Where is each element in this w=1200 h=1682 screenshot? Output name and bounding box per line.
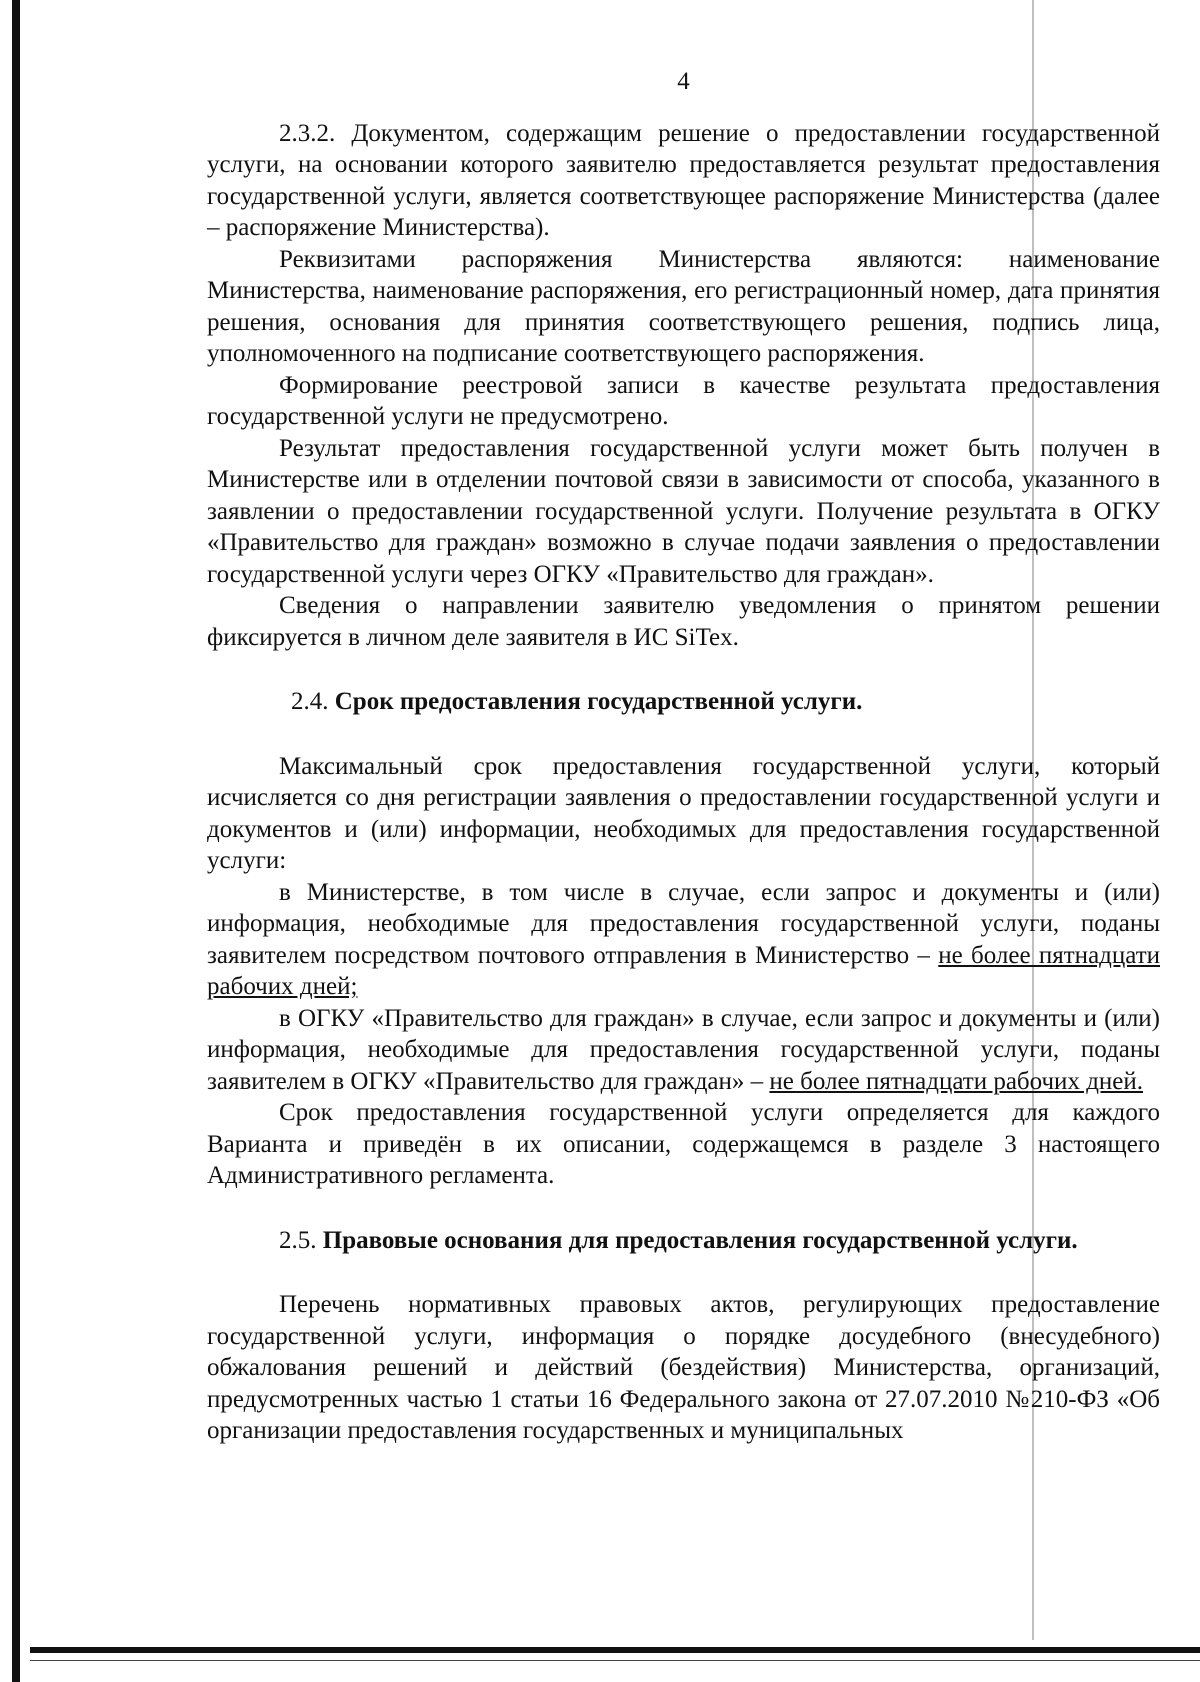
scan-border-left <box>12 0 20 1682</box>
scan-border-bottom <box>30 1647 1200 1653</box>
section-heading-2-4 <box>207 686 1160 718</box>
paragraph-legal-list: Перечень нормативных правовых актов, регулирующих предоставление государственной услуги, информация о порядке досудебного (внесудебного) обжалования решений и действий (бездействия) Министерства, организаций, предусмотренных частью 1 статьи 16 Федерального закона от 27.07.2010 №210-ФЗ «Об организации предоставления государственных и муниципальных <box>207 1291 1160 1444</box>
paragraph-max-term: Максимальный срок предоставления государственной услуги, который исчисляется со дня регистрации заявления о предоставлении государственной услуги и документов и (или) информации, необходимых для предоставления государственной услуги: <box>207 752 1160 874</box>
paragraph-variant-term: Срок предоставления государственной услуги определяется для каждого Варианта и приведён в их описании, содержащемся в разделе 3 настоящего Административного регламента. <box>207 1099 1160 1189</box>
paragraph-result-obtain: Результат предоставления государственной услуги может быть получен в Министерстве или в отделении почтовой связи в зависимости от способа, указанного в заявлении о предоставлении государственной услуги. Получение результата в ОГКУ «Правительство для граждан» возможно в случае подачи заявления о предоставлении государственной услуги через ОГКУ «Правительство для граждан». <box>207 434 1160 588</box>
section-title-2-4: Срок предоставления государственной услуги. <box>334 688 863 715</box>
paragraph-ogku-case <box>207 1003 1160 1098</box>
paragraph-requisites: Реквизитами распоряжения Министерства являются: наименование Министерства, наименование распоряжения, его регистрационный номер, дата принятия решения, основания для принятия соответствующего решения, подпись лица, уполномоченного на подписание соответствующего распоряжения. <box>207 245 1160 367</box>
paragraph-ministry-case <box>207 877 1160 1003</box>
ogku-case-text: в ОГКУ «Правительство для граждан» в случае, если запрос и документы и (или) информация, необходимые для предоставления государственной услуги, поданы заявителем в ОГКУ «Правительство для граждан» – <box>207 1004 1160 1095</box>
ministry-case-text: в Министерстве, в том числе в случае, если запрос и документы и (или) информация, необходимые для предоставления государственной услуги, поданы заявителем посредством почтового отправления в Министерство – <box>207 878 1160 969</box>
page-number: 4 <box>677 68 690 95</box>
ministry-term-underlined: не более пятнадцати рабочих дней; <box>207 941 1161 1000</box>
section-title-2-5: Правовые основания для предоставления государственной услуги. <box>322 1226 1078 1254</box>
section-number-2-5: 2.5. <box>279 1226 317 1254</box>
paragraph-2-3-2: 2.3.2. Документом, содержащим решение о предоставлении государственной услуги, на основании которого заявителю предоставляется результат предоставления государственной услуги, является соответствующее распоряжение Министерства (далее – распоряжение Министерства). <box>207 119 1160 241</box>
paragraph-registry-record: Формирование реестровой записи в качестве результата предоставления государственной услуги не предусмотрено. <box>207 371 1160 430</box>
ogku-term-underlined: не более пятнадцати рабочих дней. <box>769 1067 1144 1095</box>
paragraph-notification: Сведения о направлении заявителю уведомления о принятом решении фиксируется в личном деле заявителя в ИС SiTex. <box>207 592 1160 651</box>
document-page <box>207 66 1160 1447</box>
section-number-2-4: 2.4. <box>291 688 329 715</box>
scan-border-bottom-thin <box>30 1660 1200 1661</box>
section-heading-2-5 <box>207 1225 1160 1257</box>
